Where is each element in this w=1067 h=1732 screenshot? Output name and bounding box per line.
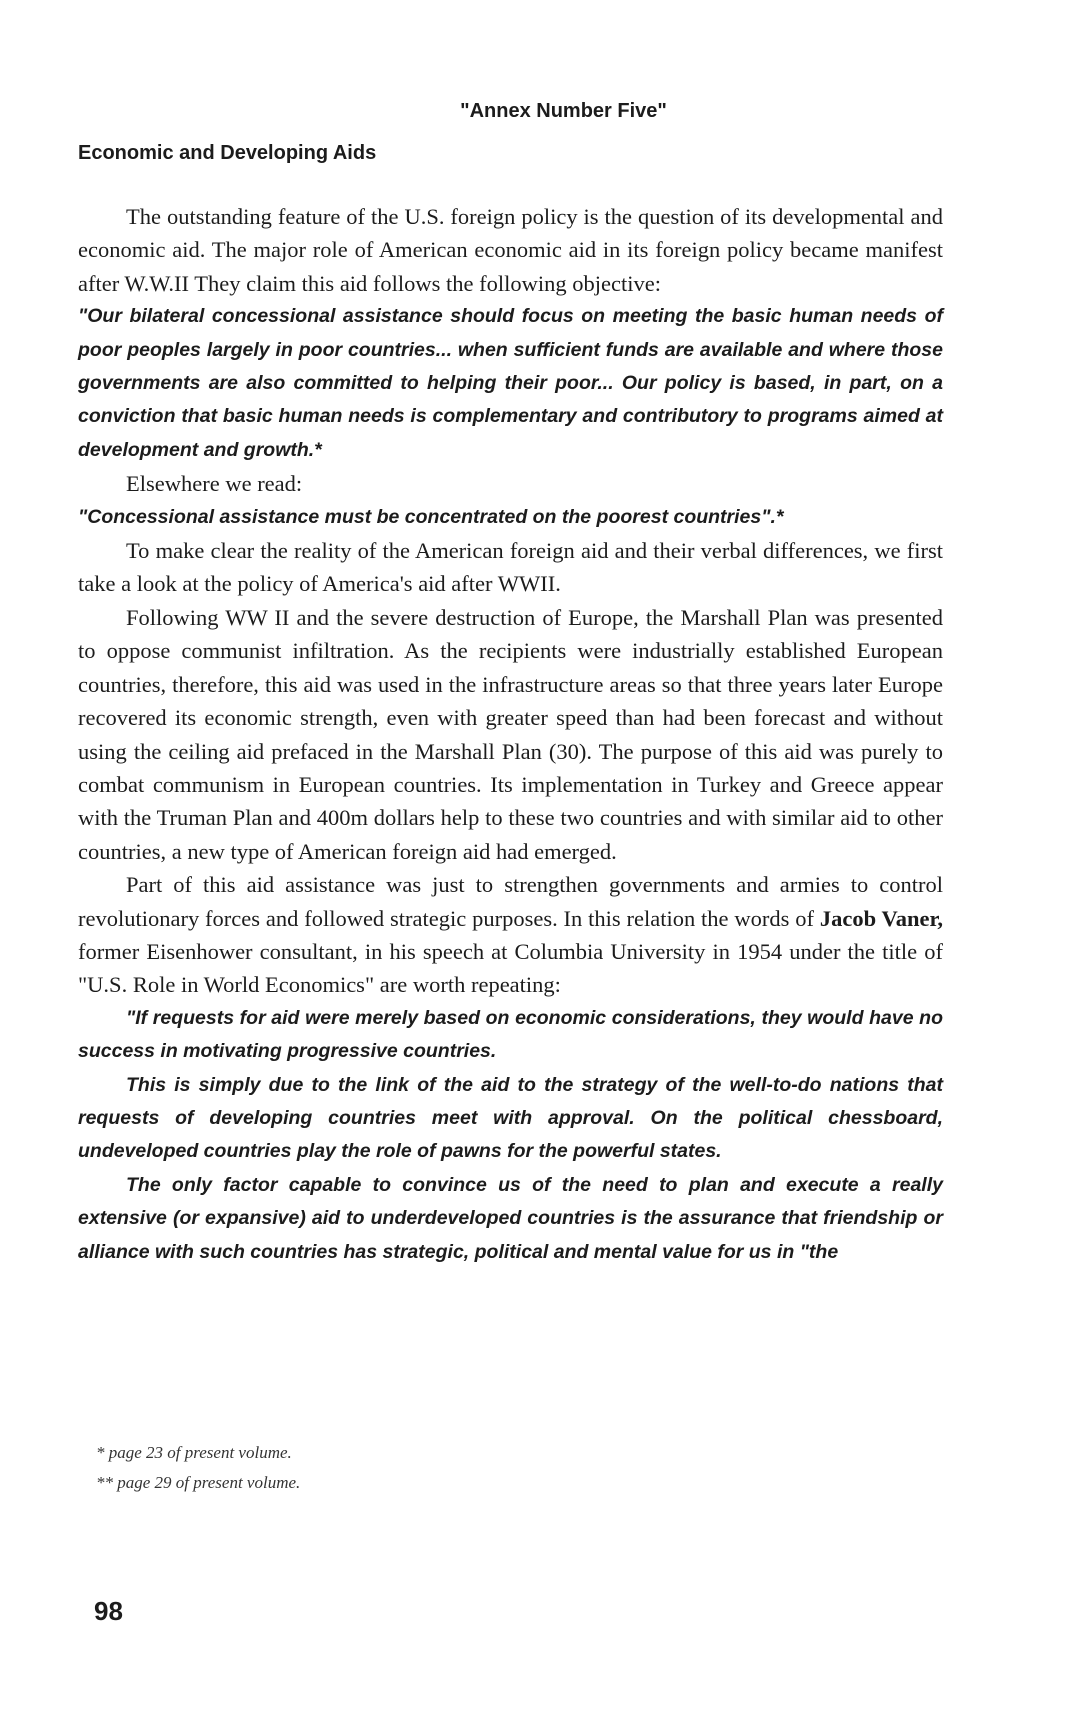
page-number: 98 (94, 1596, 123, 1626)
body-text (78, 200, 943, 1269)
paragraph-text: Part of this aid assistance was just to strengthen governments and armies to control revolutionary forces and followed strategic purposes. In this relation the words of (78, 872, 943, 931)
paragraph: Following WW II and the severe destruction of Europe, the Marshall Plan was presented to oppose communist infiltration. As the recipients were industrially established European countries, therefore, this aid was used in the infrastructure areas so that three years later Europe recovered its economic strength, even with greater speed than had been forecast and without using the ceiling aid prefaced in the Marshall Plan (30). The purpose of this aid was purely to combat communism in European countries. Its implementation in Turkey and Greece appear with the Truman Plan and 400m dollars help to these two countries and with similar aid to other countries, a new type of American foreign aid had emerged. (78, 604, 943, 864)
section-heading: Economic and Developing Aids (78, 142, 377, 164)
paragraph: Elsewhere we read: (126, 471, 303, 497)
footnote: ** page 29 of present volume. (96, 1473, 301, 1492)
block-quote: "If requests for aid were merely based on economic considerations, they would have no success in motivating progressive countries. (78, 1006, 943, 1063)
paragraph (78, 868, 943, 1002)
block-quote: This is simply due to the link of the aid to the strategy of the well-to-do nations that requests of developing countries meet with approval. On the political chessboard, undeveloped countries play the role of pawns for the powerful states. (78, 1073, 943, 1163)
person-name: Jacob Vaner, (819, 905, 943, 931)
footnote: * page 23 of present volume. (96, 1443, 292, 1462)
paragraph-text: former Eisenhower consultant, in his speech at Columbia University in 1954 under the title of "U.S. Role in World Economics" are worth repeating: (78, 938, 943, 998)
paragraph: To make clear the reality of the American foreign aid and their verbal differences, we first take a look at the policy of America's aid after WWII. (78, 538, 943, 597)
annex-title: "Annex Number Five" (460, 100, 667, 122)
footnotes (96, 1438, 300, 1498)
paragraph: The outstanding feature of the U.S. foreign policy is the question of its developmental and economic aid. The major role of American economic aid in its foreign policy became manifest after W.W.II They claim this aid follows the following objective: (78, 204, 943, 296)
block-quote: "Our bilateral concessional assistance should focus on meeting the basic human needs of poor peoples largely in poor countries... when sufficient funds are available and where those governments are also committed to helping their poor... Our policy is based, in part, on a conviction that basic human needs is complementary and contributory to programs aimed at development and growth.* (78, 305, 943, 461)
block-quote: "Concessional assistance must be concentrated on the poorest countries".* (78, 505, 784, 528)
block-quote: The only factor capable to convince us of the need to plan and execute a really extensive (or expansive) aid to underdeveloped countries is the assurance that friendship or alliance with such countries has strategic, political and mental value for us in "the (78, 1173, 943, 1263)
